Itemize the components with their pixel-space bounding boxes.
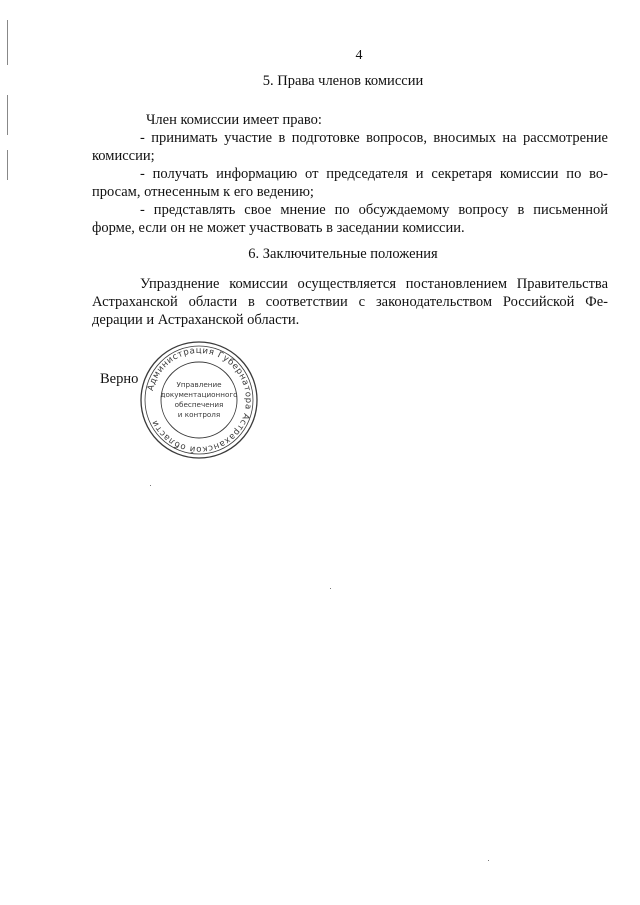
seal-center-line: обеспечения xyxy=(174,400,224,409)
section-6-line: Упразднение комиссии осуществляется постановлением Правительства xyxy=(140,276,608,292)
section-5-line: - представлять свое мнение по обсуждаемому вопросу в письменной xyxy=(140,202,608,218)
section-5-line: - получать информацию от председателя и секретаря комиссии по во- xyxy=(140,166,608,182)
official-seal xyxy=(139,340,259,460)
section-5-line: просам, отнесенным к его ведению; xyxy=(92,184,314,200)
certification-label: Верно xyxy=(100,371,139,387)
seal-graphic xyxy=(139,340,259,460)
section-5-line: форме, если он не может участвовать в заседании комиссии. xyxy=(92,220,465,236)
section-6-body xyxy=(92,275,608,329)
section-5-line: - принимать участие в подготовке вопросов, вносимых на рассмотрение xyxy=(140,130,608,146)
section-5-line: комиссии; xyxy=(92,148,155,164)
section-5-title: 5. Права членов комиссии xyxy=(262,73,424,89)
section-6-line: Астраханской области в соответствии с законодательством Российской Фе- xyxy=(92,294,608,310)
section-6-title: 6. Заключительные положения xyxy=(248,246,438,262)
scan-speck xyxy=(488,860,489,861)
scan-margin-mark xyxy=(7,150,8,180)
scan-speck xyxy=(150,485,151,486)
seal-center-line: документационного xyxy=(160,390,238,399)
scan-margin-mark xyxy=(7,95,8,135)
seal-center-line: Управление xyxy=(176,380,222,389)
section-5-body xyxy=(92,111,608,237)
seal-center-line: и контроля xyxy=(177,410,221,419)
section-5-line: Член комиссии имеет право: xyxy=(146,112,322,128)
page-number: 4 xyxy=(355,48,363,63)
scan-speck xyxy=(330,588,331,589)
section-6-line: дерации и Астраханской области. xyxy=(92,312,300,328)
seal-ring-text: Администрация Губернатора Астраханской области xyxy=(145,345,254,455)
